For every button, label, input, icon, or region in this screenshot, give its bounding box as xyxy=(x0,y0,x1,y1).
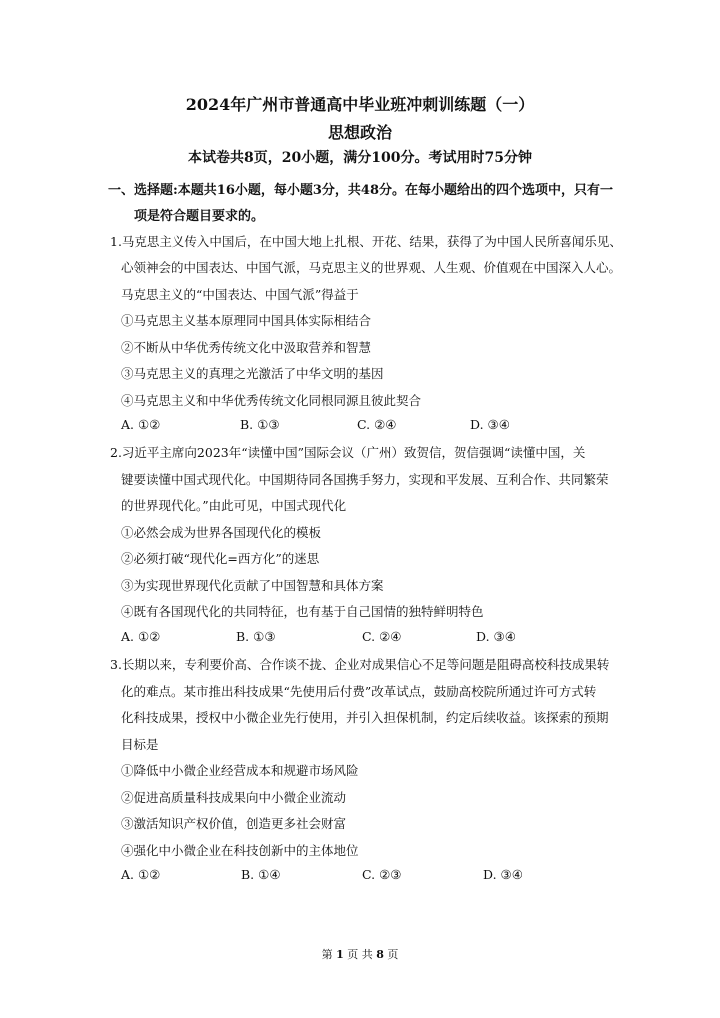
section-heading-line-2: 项是符合题目要求的。 xyxy=(134,209,265,224)
question-text-line: 马克思主义的“中国表达、中国气派”得益于 xyxy=(121,287,359,302)
question-text-line: 目标是 xyxy=(121,737,159,752)
answer-option-b: B. ①③ xyxy=(240,417,280,432)
answer-option-a: A. ①② xyxy=(121,417,161,432)
answer-option-a: A. ①② xyxy=(121,629,161,644)
answer-option-a: A. ①② xyxy=(121,867,161,882)
section-heading-line-1: 一、选择题:本题共16小题，每小题3分，共48分。在每小题给出的四个选项中，只有一 xyxy=(108,183,614,198)
footer-prefix: 第 xyxy=(321,948,333,961)
choice-item: ③激活知识产权价值，创造更多社会财富 xyxy=(121,816,347,831)
question-text-line: 化科技成果，授权中小微企业先行使用，并引入担保机制，约定后续收益。该探索的预期 xyxy=(121,710,609,725)
choice-item: ①马克思主义基本原理同中国具体实际相结合 xyxy=(121,313,372,328)
question-text-line: 2.习近平主席向2023年“读懂中国”国际会议（广州）致贺信，贺信强调“读懂中国，关 xyxy=(110,445,586,460)
answer-option-b: B. ①④ xyxy=(241,867,281,882)
question-text-line: 化的难点。某市推出科技成果“先使用后付费”改革试点，鼓励高校院所通过许可方式转 xyxy=(121,684,597,699)
question-text-line: 3.长期以来，专利要价高、合作谈不拢、企业对成果信心不足等问题是阻碍高校科技成果转 xyxy=(110,657,610,672)
choice-item: ②促进高质量科技成果向中小微企业流动 xyxy=(121,790,347,805)
choice-item: ④强化中小微企业在科技创新中的主体地位 xyxy=(121,843,359,858)
choice-item: ③为实现世界现代化贡献了中国智慧和具体方案 xyxy=(121,578,384,593)
answer-option-b: B. ①③ xyxy=(236,629,276,644)
page-footer xyxy=(0,946,720,962)
choice-item: ④马克思主义和中华优秀传统文化同根同源且彼此契合 xyxy=(121,393,422,408)
exam-info: 本试卷共8页，20小题，满分100分。考试用时75分钟 xyxy=(188,150,532,166)
choice-item: ①降低中小微企业经营成本和规避市场风险 xyxy=(121,763,359,778)
page-total: 8 xyxy=(376,948,384,961)
question-text-line: 心领神会的中国表达、中国气派，马克思主义的世界观、人生观、价值观在中国深入人心。 xyxy=(121,260,622,275)
choice-item: ①必然会成为世界各国现代化的模板 xyxy=(121,525,322,540)
exam-subject: 思想政治 xyxy=(327,123,392,142)
question-text-line: 1.马克思主义传入中国后，在中国大地上扎根、开花、结果，获得了为中国人民所喜闻乐见、 xyxy=(110,234,622,249)
question-text-line: 的世界现代化。”由此可见，中国式现代化 xyxy=(121,498,347,513)
choice-item: ②必须打破“现代化=西方化”的迷思 xyxy=(121,551,320,566)
answer-option-c: C. ②④ xyxy=(362,629,402,644)
choice-item: ④既有各国现代化的共同特征，也有基于自己国情的独特鲜明特色 xyxy=(121,604,484,619)
choice-item: ②不断从中华优秀传统文化中汲取营养和智慧 xyxy=(121,340,372,355)
answer-option-d: D. ③④ xyxy=(483,867,523,882)
question-text-line: 键要读懂中国式现代化。中国期待同各国携手努力，实现和平发展、互利合作、共同繁荣 xyxy=(121,472,609,487)
exam-title: 2024年广州市普通高中毕业班冲刺训练题（一） xyxy=(185,95,535,114)
choice-item: ③马克思主义的真理之光激活了中华文明的基因 xyxy=(121,366,384,381)
answer-option-d: D. ③④ xyxy=(476,629,516,644)
footer-middle: 页 共 xyxy=(347,948,373,961)
answer-option-c: C. ②③ xyxy=(362,867,402,882)
answer-option-c: C. ②④ xyxy=(357,417,397,432)
footer-suffix: 页 xyxy=(387,948,399,961)
answer-option-d: D. ③④ xyxy=(470,417,510,432)
page-number: 1 xyxy=(336,948,344,961)
